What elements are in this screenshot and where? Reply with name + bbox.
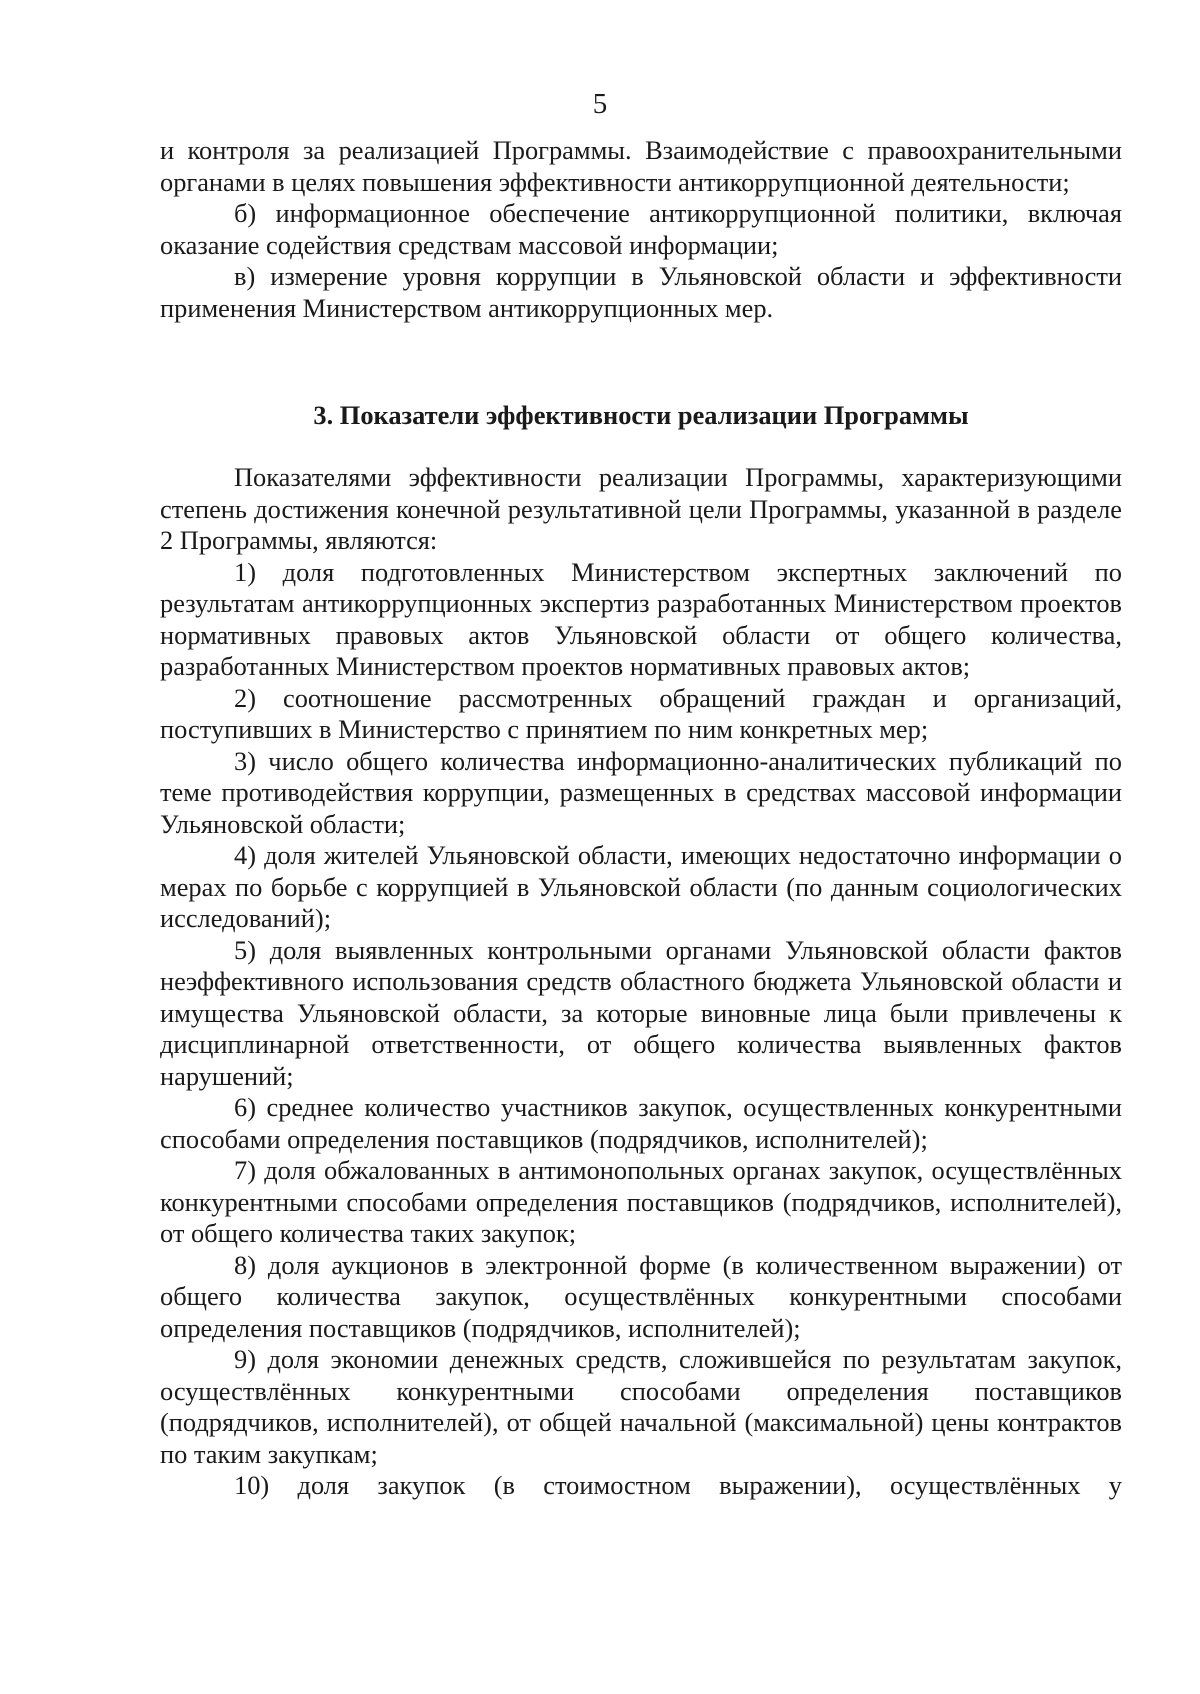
indicator-item-1: 1) доля подготовленных Министерством экспертных заключений по результатам антикоррупционных экспертиз разработанных Министерством проектов нормативных правовых актов Ульяновской области от общего количества, разработанных Министерством проектов нормативных правовых актов; <box>160 556 1122 681</box>
paragraph-intro: Показателями эффективности реализации Программы, характеризующими степень достижения конечной результативной цели Программы, указанной в разделе 2 Программы, являются: <box>160 462 1122 555</box>
indicator-item-8: 8) доля аукционов в электронной форме (в количественном выражении) от общего количества закупок, осуществлённых конкурентными способами определения поставщиков (подрядчиков, исполнителей); <box>160 1249 1122 1343</box>
section-text-block <box>160 462 1122 1502</box>
top-text-block <box>160 135 1122 324</box>
indicator-item-5: 5) доля выявленных контрольными органами Ульяновской области фактов неэффективного использования средств областного бюджета Ульяновской области и имущества Ульяновской области, за которые виновные лица были привлечены к дисциплинарной ответственности, от общего количества выявленных фактов нарушений; <box>160 934 1122 1091</box>
indicator-item-6: 6) среднее количество участников закупок, осуществленных конкурентными способами определения поставщиков (подрядчиков, исполнителей); <box>160 1092 1122 1154</box>
indicator-item-2: 2) соотношение рассмотренных обращений граждан и организаций, поступивших в Министерство с принятием по ним конкретных мер; <box>160 682 1122 744</box>
section-heading: 3. Показатели эффективности реализации Программы <box>313 400 969 430</box>
paragraph-item-b: б) информационное обеспечение антикоррупционной политики, включая оказание содействия средствам массовой информации; <box>160 198 1122 260</box>
indicator-item-4: 4) доля жителей Ульяновской области, имеющих недостаточно информации о мерах по борьбе с коррупцией в Ульяновской области (по данным социологических исследований); <box>160 840 1122 933</box>
paragraph-item-v: в) измерение уровня коррупции в Ульяновской области и эффективности применения Министерством антикоррупционных мер. <box>160 261 1122 323</box>
indicator-item-10: 10) доля закупок (в стоимостном выражении), осуществлённых у <box>234 1470 1122 1500</box>
page-number: 5 <box>592 88 608 120</box>
indicator-item-9: 9) доля экономии денежных средств, сложившейся по результатам закупок, осуществлённых конкурентными способами определения поставщиков (подрядчиков, исполнителей), от общей начальной (максимальной) цены контрактов по таким закупкам; <box>160 1344 1122 1469</box>
paragraph-continuation: и контроля за реализацией Программы. Взаимодействие с правоохранительными органами в целях повышения эффективности антикоррупционной деятельности; <box>160 135 1122 197</box>
indicator-item-3: 3) число общего количества информационно-аналитических публикаций по теме противодействия коррупции, размещенных в средствах массовой информации Ульяновской области; <box>160 745 1122 839</box>
indicator-item-7: 7) доля обжалованных в антимонопольных органах закупок, осуществлённых конкурентными способами определения поставщиков (подрядчиков, исполнителей), от общего количества таких закупок; <box>160 1155 1122 1248</box>
